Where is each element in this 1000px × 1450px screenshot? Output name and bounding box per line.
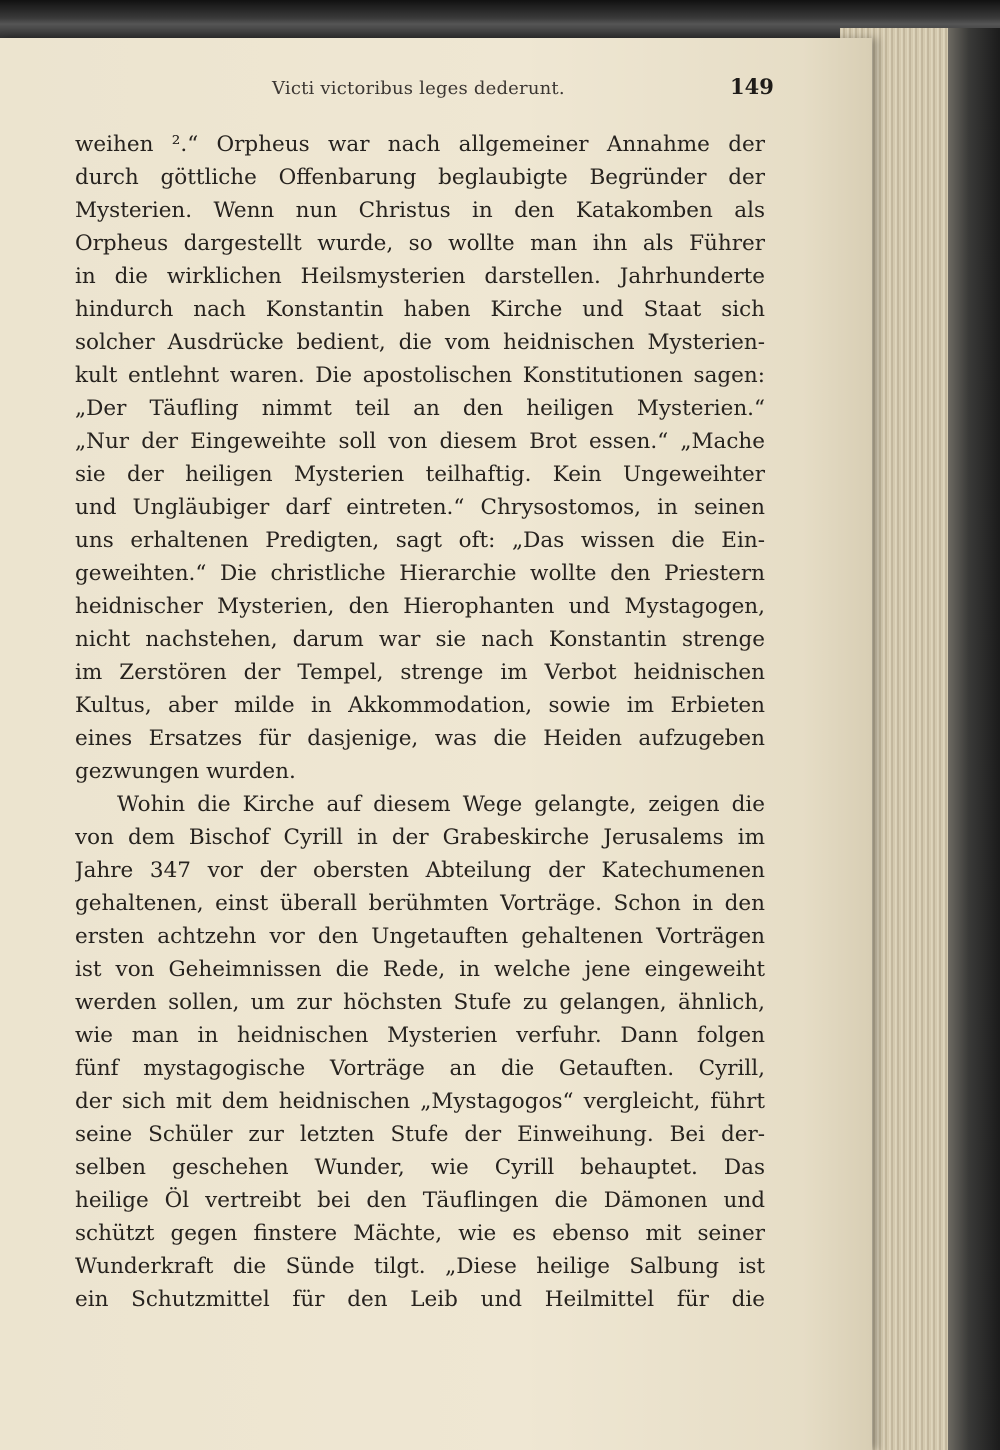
text-line: der sich mit dem heidnischen „Mystagogos“ vergleicht, führt [75,1089,765,1114]
text-line: eines Ersatzes für dasjenige, was die Heiden aufzugeben [75,726,765,751]
text-line: und Ungläubiger darf eintreten.“ Chrysostomos, in seinen [75,495,765,520]
text-line: solcher Ausdrücke bedient, die vom heidnischen Mysterien- [75,330,765,355]
text-line: uns erhaltenen Predigten, sagt oft: „Das wissen die Ein- [75,528,765,553]
text-line: in die wirklichen Heilsmysterien darstellen. Jahrhunderte [75,264,765,289]
text-line: fünf mystagogische Vorträge an die Getauften. Cyrill, [75,1056,765,1081]
text-line: Kultus, aber milde in Akkommodation, sowie im Erbieten [75,693,765,718]
body-text [75,128,765,1316]
text-line: im Zerstören der Tempel, strenge im Verbot heidnischen [75,660,765,685]
text-line: Orpheus dargestellt wurde, so wollte man ihn als Führer [75,231,765,256]
text-line: heidnischer Mysterien, den Hierophanten und Mystagogen, [75,594,765,619]
text-line: kult entlehnt waren. Die apostolischen Konstitutionen sagen: [75,363,765,388]
text-line: Mysterien. Wenn nun Christus in den Katakomben als [75,198,765,223]
text-line: Jahre 347 vor der obersten Abteilung der Katechumenen [75,858,765,883]
paragraph-end-line: gezwungen wurden. [75,759,296,784]
text-line: gehaltenen, einst überall berühmten Vorträge. Schon in den [75,891,765,916]
text-line: schützt gegen finstere Mächte, wie es ebenso mit seiner [75,1221,765,1246]
text-line: sie der heiligen Mysterien teilhaftig. Kein Ungeweihter [75,462,765,487]
text-line: Wunderkraft die Sünde tilgt. „Diese heilige Salbung ist [75,1254,765,1279]
page-number: 149 [730,74,774,99]
text-line: selben geschehen Wunder, wie Cyrill behauptet. Das [75,1155,765,1180]
text-line: „Nur der Eingeweihte soll von diesem Brot essen.“ „Mache [75,429,765,454]
text-line: geweihten.“ Die christliche Hierarchie wollte den Priestern [75,561,765,586]
text-line: durch göttliche Offenbarung beglaubigte Begründer der [75,165,765,190]
text-line: heilige Öl vertreibt bei den Täuflingen die Dämonen und [75,1188,765,1213]
text-line: von dem Bischof Cyrill in der Grabeskirche Jerusalems im [75,825,765,850]
running-title: Victi victoribus leges dederunt. [272,78,565,99]
text-line: wie man in heidnischen Mysterien verfuhr. Dann folgen [75,1023,765,1048]
text-line: ein Schutzmittel für den Leib und Heilmittel für die [75,1287,765,1312]
book-binding-shadow [948,28,1000,1450]
text-line: werden sollen, um zur höchsten Stufe zu gelangen, ähnlich, [75,990,765,1015]
text-line: „Der Täufling nimmt teil an den heiligen Mysterien.“ [75,396,765,421]
page-header [272,74,772,108]
text-line: ersten achtzehn vor den Ungetauften gehaltenen Vorträgen [75,924,765,949]
paragraph-start-line: Wohin die Kirche auf diesem Wege gelangte, zeigen die [117,792,765,817]
text-line: weihen ².“ Orpheus war nach allgemeiner Annahme der [75,132,765,157]
text-line: hindurch nach Konstantin haben Kirche und Staat sich [75,297,765,322]
text-line: nicht nachstehen, darum war sie nach Konstantin strenge [75,627,765,652]
text-line: ist von Geheimnissen die Rede, in welche jene eingeweiht [75,957,765,982]
text-line: seine Schüler zur letzten Stufe der Einweihung. Bei der- [75,1122,765,1147]
